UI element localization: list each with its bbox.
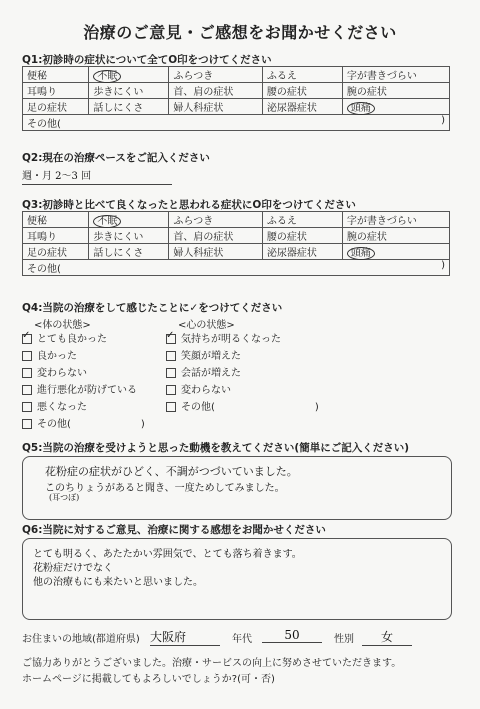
q1-cell[interactable]: 便秘 bbox=[23, 67, 89, 83]
q3-cell[interactable]: 足の症状 bbox=[23, 244, 89, 260]
q3-cell: 不眠 bbox=[89, 212, 169, 228]
q1-cell: 不眠 bbox=[89, 67, 169, 83]
sex-label: 性別 bbox=[334, 634, 354, 645]
q1-grid bbox=[22, 66, 450, 131]
q1-cell[interactable]: 腰の症状 bbox=[262, 83, 342, 99]
q6-line: とても明るく、あたたかい雰囲気で、とても落ち着きます。 bbox=[33, 549, 302, 560]
q3-cell[interactable]: 耳鳴り bbox=[23, 228, 89, 244]
q3-cell[interactable]: 話しにくさ bbox=[89, 244, 169, 260]
thanks-note: ご協力ありがとうございました。治療・サービスの向上に努めさせていただきます。 bbox=[22, 658, 402, 669]
q3-grid bbox=[22, 211, 450, 276]
q4-body-item[interactable]: 進行悪化が防げている bbox=[22, 381, 145, 398]
q1-cell[interactable]: 泌尿器症状 bbox=[262, 99, 342, 115]
checkbox-icon bbox=[166, 334, 176, 344]
q3-cell[interactable]: 婦人科症状 bbox=[169, 244, 263, 260]
checkbox-icon bbox=[166, 368, 176, 378]
q1-cell[interactable]: 歩きにくい bbox=[89, 83, 169, 99]
q5-label: Q5:当院の治療を受けようと思った動機を教えてください(簡単にご記入ください) bbox=[22, 442, 410, 454]
q6-answer-box[interactable] bbox=[22, 538, 452, 620]
q1-cell[interactable]: 婦人科症状 bbox=[169, 99, 263, 115]
q3-cell[interactable]: 首、肩の症状 bbox=[169, 228, 263, 244]
q4-body-title: <体の状態> bbox=[34, 320, 91, 331]
checkbox-icon bbox=[22, 419, 32, 429]
q4-body-item[interactable]: ✓とても良かった bbox=[22, 330, 145, 347]
q1-cell[interactable]: 字が書きづらい bbox=[342, 67, 449, 83]
page-title: 治療のご意見・ご感想をお聞かせください bbox=[83, 23, 397, 42]
q5-line: 花粉症の症状がひどく、不調がつづいていました。 bbox=[45, 465, 298, 478]
q3-cell[interactable]: 字が書きづらい bbox=[342, 212, 449, 228]
q3-cell: 頭痛 bbox=[342, 244, 449, 260]
q1-cell[interactable]: ふるえ bbox=[262, 67, 342, 83]
q4-mind-list bbox=[166, 330, 319, 415]
q5-line: このちりょうがあると聞き、一度ためしてみました。 bbox=[45, 483, 285, 494]
checkbox-icon bbox=[166, 351, 176, 361]
sex-field[interactable]: 女 bbox=[362, 628, 412, 646]
q1-cell[interactable]: 足の症状 bbox=[23, 99, 89, 115]
q1-cell[interactable]: 腕の症状 bbox=[342, 83, 449, 99]
q4-body-item[interactable]: 良かった bbox=[22, 347, 145, 364]
q6-label: Q6:当院に対するご意見、治療に関する感想をお聞かせください bbox=[22, 524, 326, 536]
q4-mind-item[interactable]: 笑顔が増えた bbox=[166, 347, 319, 364]
q3-cell[interactable]: 腰の症状 bbox=[262, 228, 342, 244]
q3-cell[interactable]: 腕の症状 bbox=[342, 228, 449, 244]
permission-note[interactable]: ホームページに掲載してもよろしいでしょうか?(可・否) bbox=[22, 674, 275, 685]
q4-body-item[interactable]: 変わらない bbox=[22, 364, 145, 381]
area-field[interactable]: 大阪府 bbox=[150, 628, 220, 646]
q4-mind-item[interactable]: ✓気持ちが明るくなった bbox=[166, 330, 319, 347]
q3-other[interactable]: その他( ) bbox=[23, 260, 450, 276]
q4-mind-item[interactable]: 変わらない bbox=[166, 381, 319, 398]
q6-line: 花粉症だけでなく bbox=[33, 563, 113, 574]
checkbox-icon bbox=[166, 402, 176, 412]
q1-cell[interactable]: 耳鳴り bbox=[23, 83, 89, 99]
checkbox-icon bbox=[22, 402, 32, 412]
q2-label: Q2:現在の治療ペースをご記入ください bbox=[22, 152, 210, 164]
q4-body-item[interactable]: その他( ) bbox=[22, 415, 145, 432]
q4-mind-item[interactable]: 会話が増えた bbox=[166, 364, 319, 381]
q3-cell[interactable]: 歩きにくい bbox=[89, 228, 169, 244]
q4-body-list bbox=[22, 330, 145, 432]
age-label: 年代 bbox=[232, 634, 252, 645]
checkbox-icon bbox=[22, 334, 32, 344]
q1-cell[interactable]: ふらつき bbox=[169, 67, 263, 83]
q4-body-item[interactable]: 悪くなった bbox=[22, 398, 145, 415]
area-label: お住まいの地域(都道府県) bbox=[22, 634, 140, 645]
q3-cell[interactable]: ふらつき bbox=[169, 212, 263, 228]
q4-label: Q4:当院の治療をして感じたことに✓をつけてください bbox=[22, 302, 283, 314]
checkbox-icon bbox=[22, 385, 32, 395]
q1-cell: 頭痛 bbox=[342, 99, 449, 115]
q6-line: 他の治療もにも来たいと思いました。 bbox=[33, 577, 203, 588]
q3-cell[interactable]: 便秘 bbox=[23, 212, 89, 228]
checkbox-icon bbox=[22, 368, 32, 378]
q1-other[interactable]: その他( ) bbox=[23, 115, 450, 131]
age-field[interactable]: 50 bbox=[262, 628, 322, 643]
q2-answer[interactable]: 週・月 2〜3 回 bbox=[22, 167, 172, 185]
q3-cell[interactable]: 泌尿器症状 bbox=[262, 244, 342, 260]
q3-label: Q3:初診時と比べて良くなったと思われる症状にO印をつけてください bbox=[22, 199, 356, 211]
q4-mind-item[interactable]: その他( ) bbox=[166, 398, 319, 415]
checkbox-icon bbox=[22, 351, 32, 361]
q5-answer-box[interactable] bbox=[22, 456, 452, 520]
q3-cell[interactable]: ふるえ bbox=[262, 212, 342, 228]
checkbox-icon bbox=[166, 385, 176, 395]
q5-note: (耳つぼ) bbox=[49, 493, 80, 502]
q1-cell[interactable]: 話しにくさ bbox=[89, 99, 169, 115]
q1-cell[interactable]: 首、肩の症状 bbox=[169, 83, 263, 99]
q4-mind-title: <心の状態> bbox=[178, 320, 235, 331]
q1-label: Q1:初診時の症状について全てO印をつけてください bbox=[22, 54, 272, 66]
